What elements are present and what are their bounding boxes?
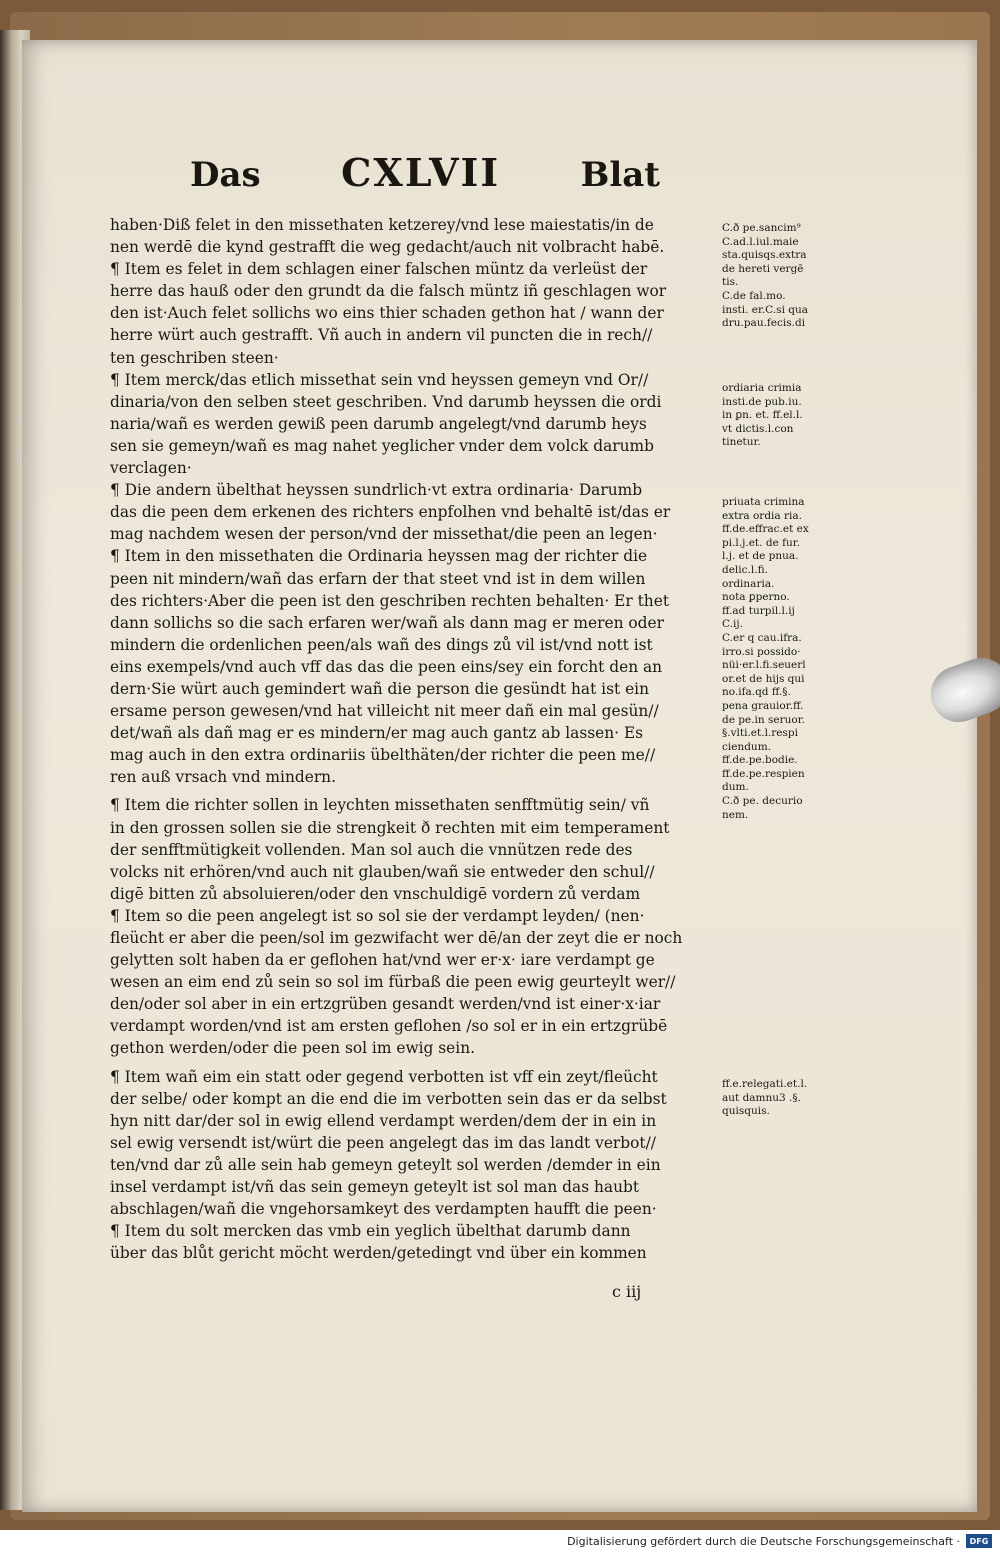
margin-note-line: C.de fal.mo.: [722, 289, 786, 302]
margin-note: [722, 382, 803, 450]
text-line: haben·Diß felet in den missethaten ketzerey/vnd lese maiestatis/in de: [110, 216, 654, 234]
text-line: dern·Sie würt auch gemindert wañ die person die gesündt hat ist ein: [110, 679, 650, 698]
text-line: verclagen·: [110, 459, 192, 478]
text-line: den ist·Auch felet sollichs wo eins thier schaden gethon hat / wann der: [110, 304, 664, 323]
text-line: digē bitten zů absoluieren/oder den vnschuldigē vordern zů verdam: [110, 884, 641, 903]
margin-note-line: C.ij.: [722, 618, 743, 631]
folio-number: CXLVII: [341, 150, 501, 195]
text-line: naria/wañ es werden gewiß peen darumb angelegt/vnd darumb heys: [110, 414, 647, 433]
margin-note: [722, 496, 809, 822]
text-line: über das blůt gericht möcht werden/getedingt vnd über ein kommen: [110, 1244, 647, 1263]
margin-note: [722, 1078, 807, 1119]
margin-note-line: sta.quisqs.extra: [722, 249, 807, 262]
text-line: in den grossen sollen sie die strengkeit ð rechten mit eim temperament: [110, 818, 670, 837]
text-line: peen nit mindern/wañ das erfarn der that steet vnd ist in dem willen: [110, 569, 646, 588]
margin-note-line: irro.si possido·: [722, 645, 801, 658]
text-line: volcks nit erhören/vnd auch nit glauben/wañ sie entweder den schul//: [110, 862, 655, 881]
margin-note-line: nüi·er.l.fi.seuerl: [722, 659, 806, 672]
credit-text: Digitalisierung gefördert durch die Deutsche Forschungsgemeinschaft ·: [567, 1534, 960, 1548]
text-line: der selbe/ oder kompt an die end die im verbotten sein das er da selbst: [110, 1089, 667, 1108]
margin-note-line: pi.l.j.et. de fur.: [722, 536, 800, 549]
margin-note-line: ff.ad turpil.l.ij: [722, 604, 795, 617]
margin-note-line: C.ð pe. decurio: [722, 795, 803, 808]
text-line: ¶ Die andern übelthat heyssen sundrlich·vt extra ordinaria· Darumb: [110, 481, 643, 500]
text-line: verdampt worden/vnd ist am ersten geflohen /so sol er in ein ertzgrübē: [110, 1017, 668, 1036]
text-line: herre würt auch gestrafft. Vñ auch in andern vil puncten die in rech//: [110, 326, 653, 345]
margin-note-line: C.er q cau.ifra.: [722, 631, 802, 644]
text-line: gethon werden/oder die peen sol im ewig sein.: [110, 1039, 476, 1058]
text-line: ¶ Item du solt mercken das vmb ein yeglich übelthat darumb dann: [110, 1222, 631, 1241]
text-line: abschlagen/wañ die vngehorsamkeyt des verdampten haufft die peen·: [110, 1200, 657, 1219]
text-line: ¶ Item in den missethaten die Ordinaria heyssen mag der richter die: [110, 547, 648, 566]
margin-note-line: C.ð pe.sancim⁹: [722, 222, 801, 234]
margin-note-line: vt dictis.l.con: [722, 422, 794, 435]
margin-note-line: insti.de pub.iu.: [722, 395, 802, 408]
text-line: dann sollichs so die sach erfaren wer/wañ als dann mag er meren oder: [110, 613, 664, 632]
margin-note-line: tis.: [722, 276, 739, 289]
text-line: ten geschriben steen·: [110, 348, 279, 367]
text-line: ren auß vrsach vnd mindern.: [110, 768, 336, 787]
text-line: den/oder sol aber in ein ertzgrüben gesandt werden/vnd ist einer·x·iar: [110, 995, 661, 1014]
margin-note-line: ciendum.: [722, 740, 771, 753]
text-line: wesen an eim end zů sein so sol im fürbaß die peen ewig geurteylt wer//: [110, 973, 676, 992]
margin-note-line: or.et de hijs qui: [722, 672, 805, 685]
header-right-word: Blat: [580, 155, 660, 195]
margin-note-line: ff.de.pe.bodie.: [722, 754, 798, 767]
text-line: herre das hauß oder den grundt da die falsch müntz iñ geschlagen wor: [110, 282, 667, 301]
text-line: hyn nitt dar/der sol in ewig ellend verdampt werden/dem der in ein in: [110, 1111, 657, 1130]
margin-note-line: dru.pau.fecis.di: [722, 317, 806, 330]
text-line: eins exempels/vnd auch vff das das die peen eins/sey ein forcht den an: [110, 657, 663, 676]
text-line: das die peen dem erkenen des richters enpfolhen vnd behaltē ist/das er: [110, 503, 671, 522]
margin-note: [722, 222, 808, 331]
margin-note-line: ff.de.effrac.et ex: [722, 523, 809, 536]
margin-note-line: delic.l.fi.: [722, 563, 768, 576]
margin-note-line: pena grauior.ff.: [722, 699, 804, 712]
text-line: ¶ Item die richter sollen in leychten missethaten senfftmütig sein/ vñ: [110, 796, 650, 815]
text-line: insel verdampt ist/vñ das sein gemeyn geteylt ist sol man das haubt: [110, 1178, 640, 1197]
text-line: ten/vnd dar zů alle sein hab gemeyn geteylt sol werden /demder in ein: [110, 1155, 661, 1174]
text-line: mag nachdem wesen der person/vnd der missethat/die peen an legen·: [110, 525, 658, 544]
margin-note-line: priuata crimina: [722, 496, 805, 508]
margin-note-line: de pe.in seruor.: [722, 713, 805, 726]
text-line: ¶ Item es felet in dem schlagen einer falschen müntz da verleüst der: [110, 260, 648, 279]
text-line: sen sie gemeyn/wañ es mag nahet yeglicher vnder dem volck darumb: [110, 436, 654, 455]
text-line: fleücht er aber die peen/sol im gezwifacht wer dē/an der zeyt die er noch: [110, 929, 683, 947]
margin-note-line: §.vlti.et.l.respi: [722, 727, 798, 740]
text-line: ¶ Item wañ eim ein statt oder gegend verbotten ist vff ein zeyt/fleücht: [110, 1067, 658, 1086]
margin-note-line: C.ad.l.iul.maie: [722, 235, 799, 248]
signature-mark: c iij: [612, 1282, 642, 1301]
text-line: mag auch in den extra ordinariis übelthäten/der richter die peen me//: [110, 746, 656, 765]
margin-note-line: ordinaria.: [722, 577, 775, 590]
margin-note-line: dum.: [722, 781, 749, 794]
margin-note-line: ff.e.relegati.et.l.: [722, 1078, 808, 1090]
text-line: nen werdē die kynd gestrafft die weg gedacht/auch nit volbracht habē.: [110, 238, 665, 257]
margin-note-line: quisquis.: [722, 1105, 770, 1118]
text-line: dinaria/von den selben steet geschriben. Vnd darumb heyssen die ordi: [110, 392, 662, 411]
margin-note-line: nem.: [722, 808, 749, 821]
margin-note-line: l.j. et de pnua.: [722, 550, 799, 563]
margin-note-line: insti. er.C.si qua: [722, 303, 809, 316]
margin-note-line: ff.de.pe.respien: [722, 767, 805, 780]
text-line: mindern die ordenlichen peen/als wañ des dings zů vil ist/vnd nott ist: [110, 635, 653, 654]
margin-note-line: de hereti vergē: [722, 262, 804, 275]
text-line: ¶ Item merck/das etlich missethat sein vnd heyssen gemeyn vnd Or//: [110, 370, 649, 389]
margin-note-line: aut damnu3 .§.: [722, 1091, 801, 1104]
margin-note-line: no.ifa.qd ff.§.: [722, 686, 791, 699]
text-line: des richters·Aber die peen ist den geschriben rechten behalten· Er thet: [110, 591, 670, 610]
text-line: der senfftmütigkeit vollenden. Man sol auch die vnnützen rede des: [110, 840, 633, 859]
text-line: ersame person gewesen/vnd hat villeicht nit meer dañ ein mal gesün//: [110, 702, 659, 721]
text-line: gelytten solt haben da er geflohen hat/vnd wer er·x· iare verdampt ge: [110, 951, 655, 970]
text-line: ¶ Item so die peen angelegt ist so sol sie der verdampt leyden/ (nen·: [110, 906, 645, 925]
dfg-logo: DFG: [966, 1534, 992, 1548]
margin-note-line: tinetur.: [722, 436, 761, 449]
header-left-word: Das: [190, 155, 261, 195]
margin-note-line: nota ꝑperno.: [722, 591, 790, 604]
margin-note-line: extra ordia ria.: [722, 509, 802, 522]
credit-line: [567, 1532, 992, 1550]
margin-note-line: ordiaria crimia: [722, 382, 802, 394]
running-header: [190, 150, 660, 210]
text-line: sel ewig versendt ist/würt die peen angelegt das im das landt verbot//: [110, 1133, 656, 1152]
margin-note-line: in ꝑn. et. ff.el.l.: [722, 409, 803, 422]
main-text-block: [110, 214, 718, 1264]
text-line: det/wañ als dañ mag er es mindern/er mag auch gantz ab lassen· Es: [110, 724, 644, 743]
